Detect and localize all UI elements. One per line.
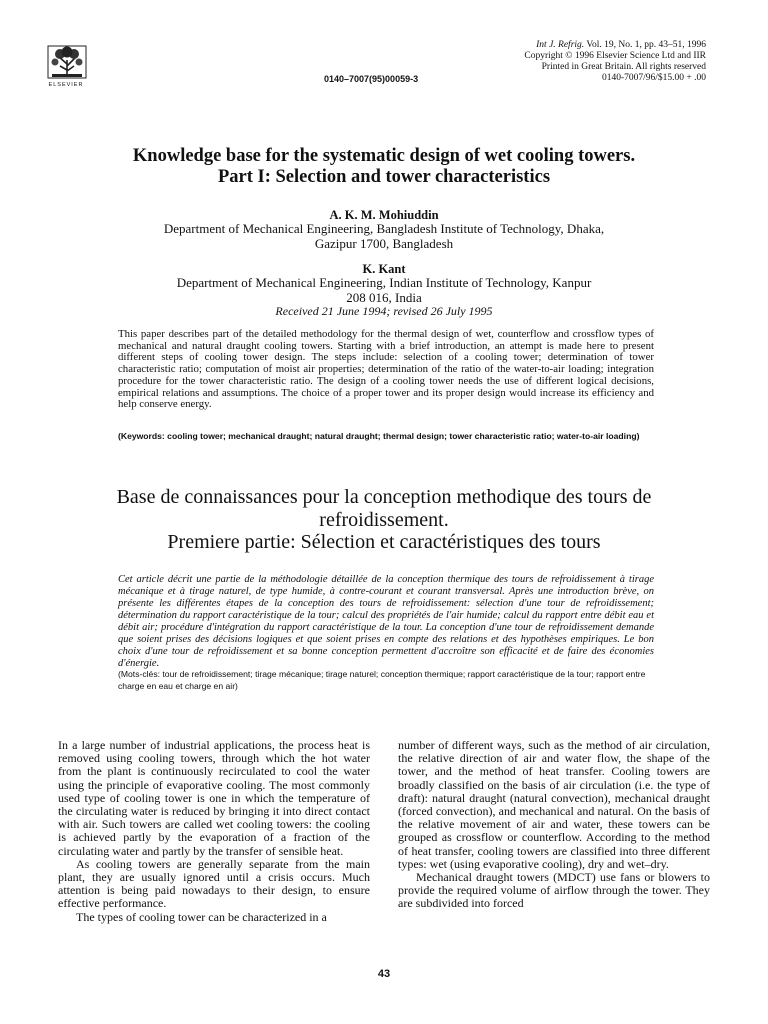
doi: 0140–7007(95)00059-3 xyxy=(324,74,419,84)
body-paragraph: number of different ways, such as the method of air circulation, the relative direction of air and water flow, the shape of the tower, and the method of heat transfer. Cooling towers are broadly classified on the basis of air circulation (i.e. the type of draft): natural draught (natural convection), mechanical draught (forced convection), and mechanical and natural. On the basis of the relative movement of air and water, these towers can be grouped as crossflow or counterflow. According to the method of heat transfer, cooling towers are classified into three different types: wet (using evaporative cooling), dry and wet–dry. xyxy=(398,738,710,871)
citation-block xyxy=(524,40,706,84)
keywords-en: (Keywords: cooling tower; mechanical draught; natural draught; thermal design; tower characteristic ratio; water-to-air loading) xyxy=(118,431,640,441)
author-2-affiliation xyxy=(100,276,668,305)
author-1-name: A. K. M. Mohiuddin xyxy=(329,208,439,222)
received-dates: Received 21 June 1994; revised 26 July 1995 xyxy=(275,304,493,318)
issn-line: 0140-7007/96/$15.00 + .00 xyxy=(601,73,706,83)
body-paragraph: Mechanical draught towers (MDCT) use fans or blowers to provide the required volume of airflow through the tower. They are subdivided into forced xyxy=(398,870,710,911)
body-paragraph: The types of cooling tower can be characterized in a xyxy=(76,909,327,924)
affiliation-line: Department of Mechanical Engineering, Bangladesh Institute of Technology, Dhaka, xyxy=(163,221,605,236)
body-paragraph: In a large number of industrial applications, the process heat is removed using cooling towers, through which the hot water from the plant is continuously recirculated to cool the water using the principle of evaporative cooling. The most commonly used type of cooling tower is one in which the temperature of the circulating water is reduced by bringing it into direct contact with air. Such towers are called wet cooling towers: the cooling is achieved partly by the evaporation of a fraction of the circulating water and partly by the transfer of sensible heat. xyxy=(58,738,370,858)
affiliation-line: Department of Mechanical Engineering, Indian Institute of Technology, Kanpur xyxy=(176,275,592,290)
citation-line xyxy=(524,40,706,51)
affiliation-line: Gazipur 1700, Bangladesh xyxy=(314,235,454,251)
printed-line: Printed in Great Britain. All rights reserved xyxy=(541,62,706,72)
affiliation-line: 208 016, India xyxy=(346,289,422,305)
title-en-line-2: Part I: Selection and tower characteristics xyxy=(217,167,551,187)
author-2-name: K. Kant xyxy=(362,262,406,276)
paper-title-fr xyxy=(40,486,728,554)
publisher-name: ELSEVIER xyxy=(48,82,84,88)
volume-info: Vol. 19, No. 1, pp. 43–51, 1996 xyxy=(584,40,706,50)
title-fr-line-2: refroidissement. xyxy=(319,508,449,531)
title-en-line-1: Knowledge base for the systematic design of wet cooling towers. xyxy=(132,146,636,166)
body-column-left xyxy=(58,739,370,924)
abstract-fr: Cet article décrit une partie de la méthodologie détaillée de la conception thermique des tours de refroidissement à tirage mécanique et à tirage naturel, de type humide, à contre-courant et courant transversal. Après une introduction brève, on présente les différentes étapes de la conception des tours de refroidissement: sélection d'une tour de refroidissement; détermination du rapport caractéristique de la tour; calcul des propriétés de l'air humide; calcul du rapport entre débit eau et débit air; procédure d'intégration du rapport caractéristique de la tour. La conception d'une tour de refroidissement demande que soient prises des décisions logiques et que soient prises en compte des relations et des hypothèses empiriques. Le bon choix d'une tour de refroidissement et sa bonne conception permettent d'accroître son efficacité et de faire des économies d'énergie. xyxy=(118,574,654,669)
paper-title-en xyxy=(40,146,728,188)
journal-name: Int J. Refrig. xyxy=(536,40,585,50)
author-1-affiliation xyxy=(100,222,668,251)
page-number: 43 xyxy=(377,968,391,980)
body-column-right xyxy=(398,739,710,911)
keywords-fr: (Mots-clés: tour de refroidissement; tirage mécanique; tirage naturel; conception thermique; rapport caractéristique de la tour; rapport entre charge en eau et charge en air) xyxy=(118,669,646,691)
body-paragraph: As cooling towers are generally separate from the main plant, they are usually ignored until a crisis occurs. Much attention is being paid nowadays to their design, to ensure effective performance. xyxy=(58,856,370,911)
copyright-line: Copyright © 1996 Elsevier Science Ltd and IIR xyxy=(524,51,706,61)
title-fr-line-3: Premiere partie: Sélection et caractéristiques des tours xyxy=(167,531,601,553)
abstract-en: This paper describes part of the detailed methodology for the thermal design of wet, counterflow and crossflow types of mechanical and natural draught cooling towers. Starting with a brief introduction, an attempt is made here to present different steps of cooling tower design. The steps include: selection of a cooling tower; determination of tower characteristic ratio; computation of moist air properties; determination of the ratio of the water-to-air loading; integration procedure for the tower characteristic ratio. The design of a cooling tower needs the use of different logical decisions, empirical relations and assumptions. The choice of a proper tower and its proper design would increase its efficiency and help conserve energy. xyxy=(118,328,654,411)
title-fr-line-1: Base de connaissances pour la conception methodique des tours de xyxy=(116,486,652,508)
